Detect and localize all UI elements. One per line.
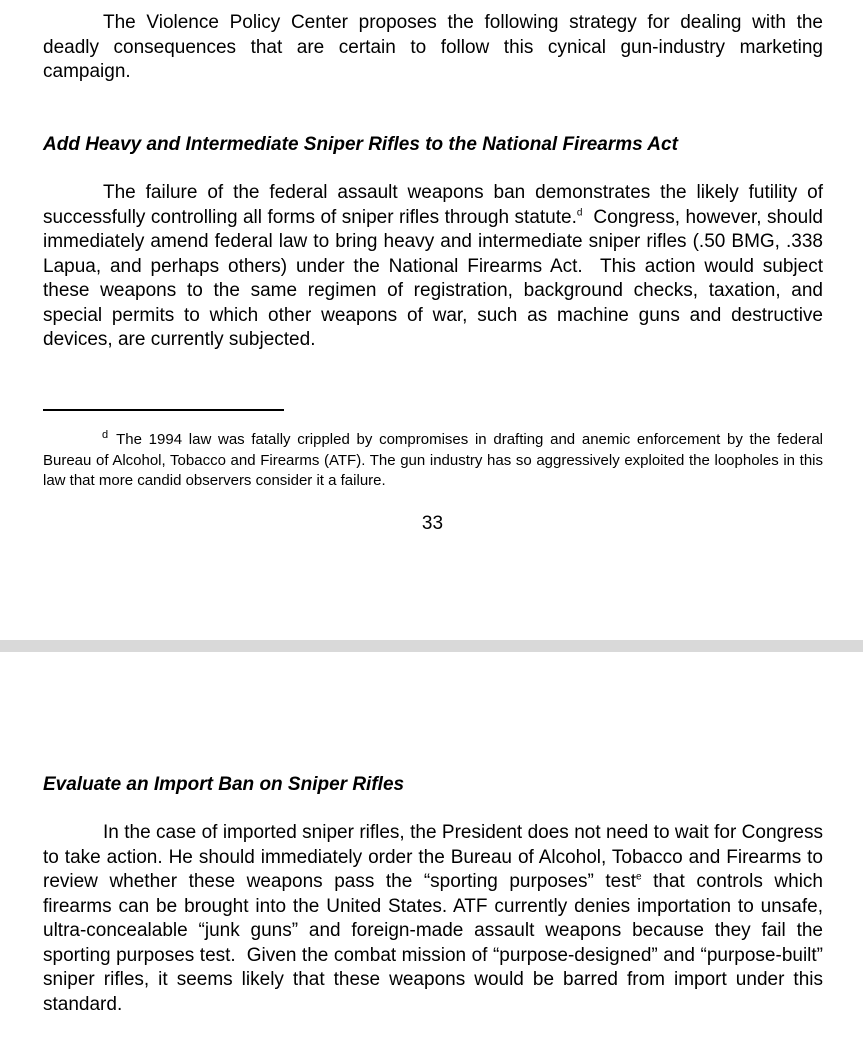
footnote-text: The 1994 law was fatally crippled by compromises in drafting and anemic enforcement by the federal Bureau of Alcohol, Tobacco and Firearms (ATF). The gun industry has so aggressively exploited the loopholes in this law that more candid observers consider it a failure. <box>43 431 823 489</box>
document-page-34 <box>0 652 863 1050</box>
paragraph-text-part2: Congress, however, should immediately amend federal law to bring heavy and intermediate sniper rifles (.50 BMG, .338 Lapua, and perhaps others) under the National Firearms Act. This action would subject these weapons to the same regimen of registration, background checks, taxation, and special permits to which other weapons of war, such as machine guns and destructive devices, are currently subjected. <box>43 206 829 350</box>
page-separator <box>0 640 863 652</box>
footnote-marker: d <box>102 429 109 441</box>
footnote-d <box>43 430 823 492</box>
import-ban-paragraph <box>43 821 829 1017</box>
footnote-reference-e[interactable]: e <box>635 871 642 883</box>
footnote-separator <box>43 409 284 411</box>
section-heading-import-ban: Evaluate an Import Ban on Sniper Rifles <box>43 774 405 795</box>
page-number: 33 <box>421 513 444 534</box>
section-heading-national-firearms-act: Add Heavy and Intermediate Sniper Rifles to the National Firearms Act <box>43 134 678 155</box>
paragraph-text-part1: The failure of the federal assault weapons ban demonstrates the likely futility of successfully controlling all forms of sniper rifles through statute. <box>43 182 823 228</box>
paragraph-text-part1: In the case of imported sniper rifles, the President does not need to wait for Congress to take action. He should immediately order the Bureau of Alcohol, Tobacco and Firearms to review whether these weapons pass the “sporting purposes” test <box>43 822 823 892</box>
national-firearms-act-paragraph <box>43 181 829 353</box>
footnote-reference-d[interactable]: d <box>576 207 583 219</box>
paragraph-text-part2: that controls which firearms can be brought into the United States. ATF currently denies importation to unsafe, ultra-concealable “junk guns” and foreign-made assault weapons because they fail the sporting purposes test. Given the combat mission of “purpose-designed” and “purpose-built” sniper rifles, it seems likely that these weapons would be barred from import under this standard. <box>43 871 829 1015</box>
intro-paragraph: The Violence Policy Center proposes the following strategy for dealing with the deadly consequences that are certain to follow this cynical gun-industry marketing campaign. <box>43 12 823 82</box>
